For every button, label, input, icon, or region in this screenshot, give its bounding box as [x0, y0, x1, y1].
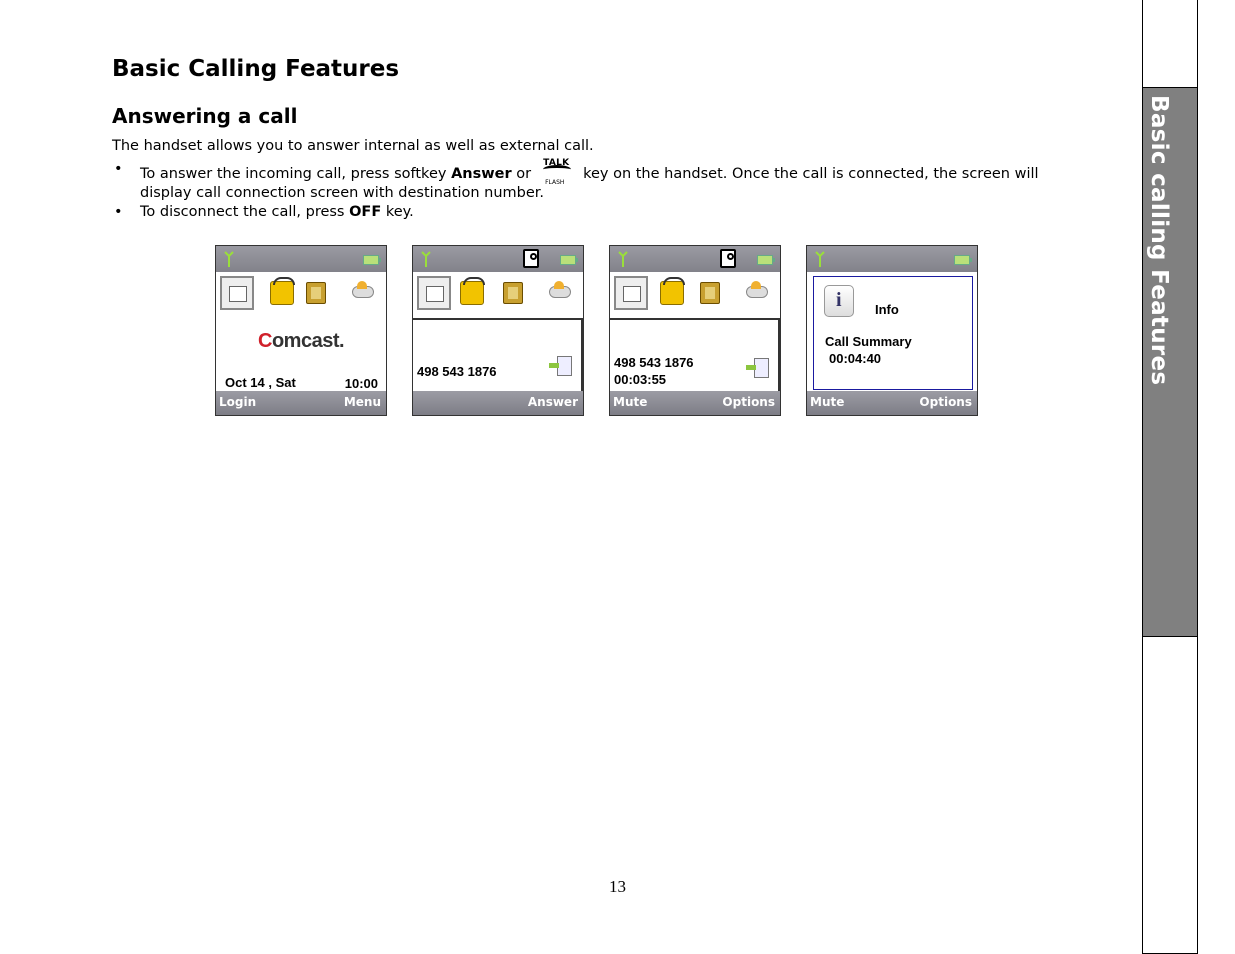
call-summary-screen: [806, 245, 978, 416]
time-display: 10:00: [344, 376, 378, 391]
list-item: • To answer the incoming call, press softkey Answer or TALK FLASH key on the handset. Once the call is connected, the screen will display call connection screen with destination number.: [114, 158, 1039, 201]
page-title: Basic Calling Features: [112, 56, 400, 82]
phone-icon: [270, 281, 294, 305]
status-bar: [610, 246, 780, 272]
options-softkey[interactable]: Options: [722, 395, 775, 409]
info-dialog: [813, 276, 973, 390]
weather-icon: [746, 286, 768, 298]
softkey-bar: [807, 391, 977, 415]
status-bar: [216, 246, 386, 272]
phonebook-icon: [503, 282, 523, 304]
menu-softkey[interactable]: Menu: [343, 395, 381, 409]
bullet-icon: •: [114, 161, 123, 177]
status-bar: [413, 246, 583, 272]
caller-number: 498 543 1876: [614, 355, 694, 370]
weather-icon: [352, 286, 374, 298]
phone-icon: [460, 281, 484, 305]
options-softkey[interactable]: Options: [919, 395, 972, 409]
incoming-call-screen: [412, 245, 584, 416]
call-summary-value: 00:04:40: [829, 351, 882, 366]
battery-icon: [560, 255, 576, 265]
softkey-bar: [216, 391, 386, 415]
softkey-bar: [413, 391, 583, 415]
status-bar: [807, 246, 977, 272]
antenna-icon: [419, 250, 433, 267]
menu-icons: [216, 272, 386, 316]
phonebook-icon: [700, 282, 720, 304]
side-tab-top: [1142, 0, 1198, 88]
login-softkey[interactable]: Login: [219, 395, 257, 409]
call-active-icon: [720, 249, 736, 268]
info-title: Info: [875, 302, 899, 317]
softkey-bar: [610, 391, 780, 415]
call-panel: [413, 318, 583, 393]
antenna-icon: [616, 250, 630, 267]
messages-icon: [220, 276, 254, 310]
mute-softkey[interactable]: Mute: [613, 395, 648, 409]
call-duration: 00:03:55: [614, 372, 667, 387]
weather-icon: [549, 286, 571, 298]
side-tab-label: Basic calling Features: [1146, 95, 1172, 386]
antenna-icon: [222, 250, 236, 267]
info-icon: i: [824, 285, 854, 317]
list-item: • To disconnect the call, press OFF key.: [114, 204, 414, 220]
transfer-icon: [746, 358, 768, 378]
talk-flash-key-icon: TALK FLASH: [543, 158, 570, 186]
transfer-icon: [549, 356, 571, 376]
phone-icon: [660, 281, 684, 305]
battery-icon: [363, 255, 379, 265]
instruction-list: [112, 160, 1042, 222]
mute-softkey[interactable]: Mute: [810, 395, 845, 409]
menu-icons: [610, 272, 780, 316]
antenna-icon: [813, 250, 827, 267]
phonebook-icon: [306, 282, 326, 304]
page-number: 13: [609, 877, 626, 896]
battery-icon: [757, 255, 773, 265]
call-summary-label: Call Summary: [825, 334, 912, 349]
bullet-icon: •: [114, 204, 123, 220]
date-display: Oct 14 , Sat: [225, 375, 296, 390]
side-tab-bottom: [1142, 636, 1198, 954]
caller-number: 498 543 1876: [417, 364, 497, 379]
battery-icon: [954, 255, 970, 265]
intro-text: The handset allows you to answer internal as well as external call.: [112, 138, 594, 154]
connected-call-screen: [609, 245, 781, 416]
messages-icon: [614, 276, 648, 310]
section-heading: Answering a call: [112, 104, 298, 128]
comcast-logo: Comcast.: [258, 330, 345, 352]
call-active-icon: [523, 249, 539, 268]
answer-softkey[interactable]: Answer: [527, 395, 578, 409]
messages-icon: [417, 276, 451, 310]
menu-icons: [413, 272, 583, 316]
call-panel: [610, 318, 780, 393]
idle-screen: [215, 245, 387, 416]
